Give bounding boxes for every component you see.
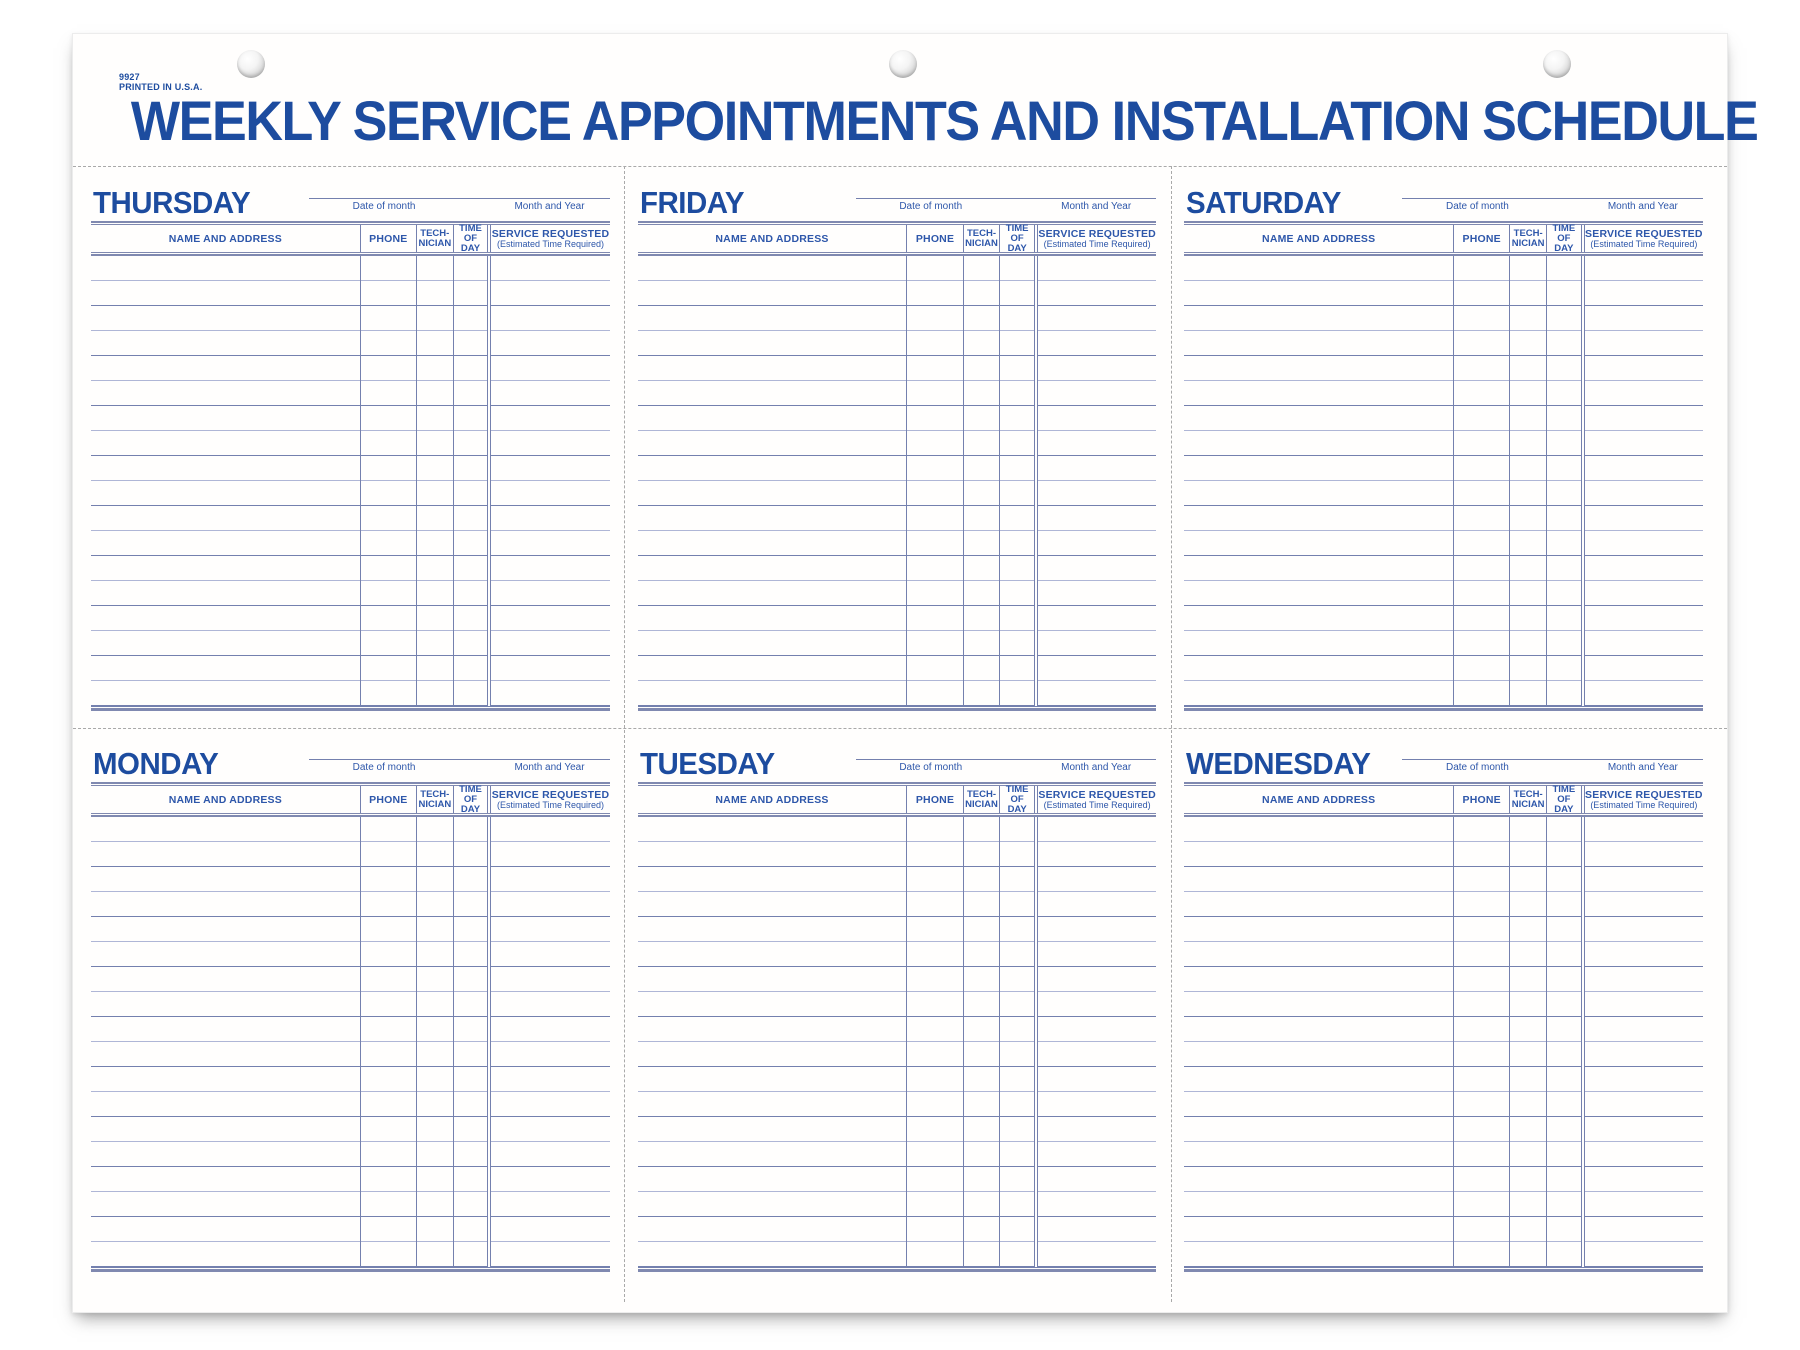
punch-hole <box>237 50 265 78</box>
entry-column-service-requested <box>1584 817 1703 1267</box>
date-write-line <box>309 188 610 199</box>
entry-column-technician <box>963 817 1000 1267</box>
day-title: WEDNESDAY <box>1186 746 1371 781</box>
entry-column-service-requested <box>490 817 609 1267</box>
day-panel-saturday <box>1184 185 1703 711</box>
column-header-phone: PHONE <box>1453 225 1509 252</box>
form-printed-in: PRINTED IN U.S.A. <box>119 82 203 92</box>
date-fill-in-area <box>1402 188 1703 212</box>
date-of-month-label: Date of month <box>1445 762 1509 773</box>
column-headers <box>91 222 610 254</box>
table-bottom-rule <box>638 1267 1157 1272</box>
column-header-service-requested: SERVICE REQUESTED (Estimated Time Required) <box>490 786 609 813</box>
table-bottom-rule <box>1184 1267 1703 1272</box>
entry-column-time-of-day <box>999 817 1035 1267</box>
column-header-service-requested: SERVICE REQUESTED (Estimated Time Required) <box>1037 225 1156 252</box>
entry-column-phone <box>906 817 962 1267</box>
date-of-month-label: Date of month <box>1445 201 1509 212</box>
column-header-time-of-day: TIME OF DAY <box>453 225 489 252</box>
entry-column-phone <box>1453 256 1509 706</box>
column-header-service-requested: SERVICE REQUESTED (Estimated Time Required) <box>1584 786 1703 813</box>
month-and-year-label: Month and Year <box>1061 762 1132 773</box>
day-title: TUESDAY <box>639 746 775 781</box>
column-header-name-address: NAME AND ADDRESS <box>168 793 282 806</box>
entry-column-name-address <box>1184 817 1453 1267</box>
column-headers <box>91 783 610 815</box>
entry-column-service-requested <box>1584 256 1703 706</box>
entry-column-name-address <box>1184 256 1453 706</box>
table-bottom-rule <box>638 706 1157 711</box>
appointment-entry-grid <box>638 817 1157 1267</box>
date-labels <box>1402 760 1703 773</box>
date-of-month-label: Date of month <box>899 762 963 773</box>
date-write-line <box>1402 749 1703 760</box>
entry-column-phone <box>906 256 962 706</box>
entry-column-service-requested <box>490 256 609 706</box>
column-header-time-of-day: TIME OF DAY <box>1546 786 1582 813</box>
column-headers <box>1184 222 1703 254</box>
perforation-line-horizontal <box>73 728 1727 729</box>
column-header-service-requested: SERVICE REQUESTED (Estimated Time Required) <box>1584 225 1703 252</box>
date-of-month-label: Date of month <box>352 201 416 212</box>
date-fill-in-area <box>856 749 1157 773</box>
column-headers <box>638 222 1157 254</box>
table-bottom-rule <box>1184 706 1703 711</box>
entry-column-time-of-day <box>999 256 1035 706</box>
punch-hole <box>889 50 917 78</box>
appointment-entry-grid <box>91 256 610 706</box>
column-headers <box>1184 783 1703 815</box>
column-header-phone: PHONE <box>360 225 416 252</box>
date-fill-in-area <box>1402 749 1703 773</box>
entry-column-service-requested <box>1037 256 1156 706</box>
month-and-year-label: Month and Year <box>514 201 585 212</box>
column-header-name-address: NAME AND ADDRESS <box>715 793 829 806</box>
column-header-technician: TECH- NICIAN <box>963 225 1000 252</box>
column-header-technician: TECH- NICIAN <box>1509 786 1546 813</box>
perforation-line-horizontal <box>73 166 1727 167</box>
table-bottom-rule <box>91 1267 610 1272</box>
month-and-year-label: Month and Year <box>1607 762 1678 773</box>
date-fill-in-area <box>856 188 1157 212</box>
column-header-technician: TECH- NICIAN <box>963 786 1000 813</box>
column-header-phone: PHONE <box>360 786 416 813</box>
date-labels <box>309 199 610 212</box>
column-header-technician: TECH- NICIAN <box>1509 225 1546 252</box>
column-headers <box>638 783 1157 815</box>
date-write-line <box>856 749 1157 760</box>
month-and-year-label: Month and Year <box>514 762 585 773</box>
entry-column-technician <box>416 817 453 1267</box>
date-of-month-label: Date of month <box>352 762 416 773</box>
entry-column-name-address <box>638 817 907 1267</box>
column-header-name-address: NAME AND ADDRESS <box>715 232 829 245</box>
column-header-name-address: NAME AND ADDRESS <box>1262 793 1376 806</box>
entry-column-technician <box>1509 256 1546 706</box>
form-title: WEEKLY SERVICE APPOINTMENTS AND INSTALLATION SCHEDULE <box>130 89 1758 152</box>
top-day-row <box>91 185 1703 711</box>
month-and-year-label: Month and Year <box>1607 201 1678 212</box>
column-header-time-of-day: TIME OF DAY <box>999 786 1035 813</box>
entry-column-phone <box>360 256 416 706</box>
bottom-day-row <box>91 746 1703 1272</box>
day-title: THURSDAY <box>93 185 251 220</box>
day-title: MONDAY <box>93 746 219 781</box>
column-header-time-of-day: TIME OF DAY <box>1546 225 1582 252</box>
day-panel-thursday <box>91 185 610 711</box>
month-and-year-label: Month and Year <box>1061 201 1132 212</box>
appointment-entry-grid <box>1184 817 1703 1267</box>
column-header-technician: TECH- NICIAN <box>416 786 453 813</box>
entry-column-time-of-day <box>453 817 489 1267</box>
column-header-time-of-day: TIME OF DAY <box>999 225 1035 252</box>
column-header-phone: PHONE <box>906 225 962 252</box>
day-panel-header <box>638 185 1157 221</box>
table-bottom-rule <box>91 706 610 711</box>
date-write-line <box>309 749 610 760</box>
date-labels <box>309 760 610 773</box>
entry-column-time-of-day <box>1546 256 1582 706</box>
date-write-line <box>1402 188 1703 199</box>
day-panel-header <box>91 185 610 221</box>
day-panel-wednesday <box>1184 746 1703 1272</box>
column-header-name-address: NAME AND ADDRESS <box>1262 232 1376 245</box>
column-header-technician: TECH- NICIAN <box>416 225 453 252</box>
entry-column-technician <box>416 256 453 706</box>
appointment-entry-grid <box>638 256 1157 706</box>
day-panel-tuesday <box>638 746 1157 1272</box>
day-panel-friday <box>638 185 1157 711</box>
appointment-entry-grid <box>91 817 610 1267</box>
date-labels <box>1402 199 1703 212</box>
entry-column-time-of-day <box>453 256 489 706</box>
entry-column-name-address <box>638 256 907 706</box>
column-header-service-requested: SERVICE REQUESTED (Estimated Time Required) <box>1037 786 1156 813</box>
paper-form-page <box>72 33 1758 1313</box>
date-of-month-label: Date of month <box>899 201 963 212</box>
entry-column-technician <box>963 256 1000 706</box>
day-title: SATURDAY <box>1186 185 1342 220</box>
column-header-time-of-day: TIME OF DAY <box>453 786 489 813</box>
date-labels <box>856 760 1157 773</box>
entry-column-service-requested <box>1037 817 1156 1267</box>
date-fill-in-area <box>309 188 610 212</box>
day-title: FRIDAY <box>639 185 744 220</box>
punch-hole <box>1543 50 1571 78</box>
day-panel-header <box>1184 746 1703 782</box>
form-stock-number: 9927 <box>119 72 140 82</box>
entry-column-phone <box>360 817 416 1267</box>
date-labels <box>856 199 1157 212</box>
entry-column-time-of-day <box>1546 817 1582 1267</box>
day-panel-header <box>638 746 1157 782</box>
column-header-phone: PHONE <box>906 786 962 813</box>
date-fill-in-area <box>309 749 610 773</box>
entry-column-phone <box>1453 817 1509 1267</box>
entry-column-name-address <box>91 256 360 706</box>
column-header-name-address: NAME AND ADDRESS <box>168 232 282 245</box>
day-panel-monday <box>91 746 610 1272</box>
appointment-entry-grid <box>1184 256 1703 706</box>
date-write-line <box>856 188 1157 199</box>
entry-column-technician <box>1509 817 1546 1267</box>
day-panel-header <box>1184 185 1703 221</box>
column-header-phone: PHONE <box>1453 786 1509 813</box>
day-panel-header <box>91 746 610 782</box>
entry-column-name-address <box>91 817 360 1267</box>
column-header-service-requested: SERVICE REQUESTED (Estimated Time Required) <box>490 225 609 252</box>
